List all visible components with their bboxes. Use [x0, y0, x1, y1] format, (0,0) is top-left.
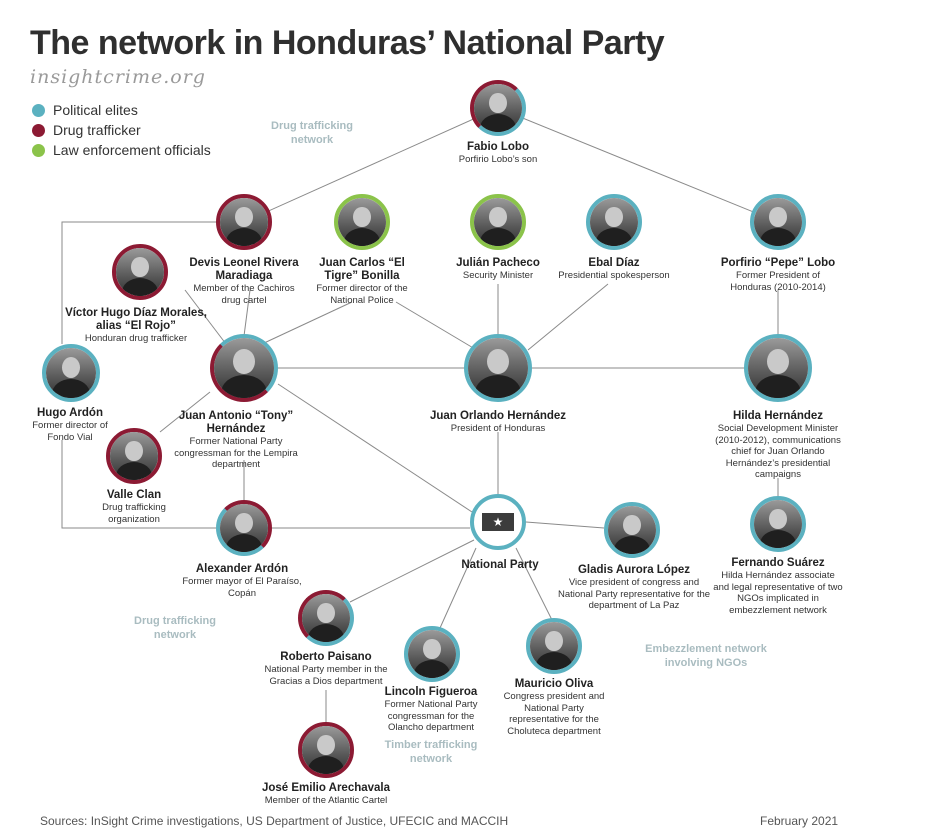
legend-label: Political elites: [53, 102, 138, 118]
label-pepe-lobo: [718, 257, 838, 293]
avatar-gladis-lopez[interactable]: [604, 502, 660, 558]
avatar-devis-rivera[interactable]: [216, 194, 272, 250]
label-valle-clan: [79, 489, 189, 525]
label-lincoln-figueroa: [379, 686, 483, 734]
role: Porfirio Lobo’s son: [458, 154, 538, 165]
name: Hilda Hernández: [732, 410, 824, 422]
role: Congress president and National Party representative for the Choluteca department: [503, 691, 605, 737]
name: Ebal Díaz: [588, 257, 640, 269]
role: Hilda Hernández associate and legal representative of two NGOs implicated in embezzlement network: [713, 570, 843, 616]
label-bonilla: [303, 257, 421, 306]
role: Security Minister: [462, 270, 534, 281]
honduras-flag-icon: ★: [482, 513, 514, 531]
name: Juan Antonio “Tony” Hernández: [178, 410, 294, 435]
avatar-hilda-hernandez[interactable]: [744, 334, 812, 402]
name: Hugo Ardón: [36, 407, 103, 419]
avatar-ebal-diaz[interactable]: [586, 194, 642, 250]
label-victor-diaz: [61, 307, 211, 345]
edge-bonilla-tony: [262, 302, 352, 344]
avatar-pepe-lobo[interactable]: [750, 194, 806, 250]
name: Gladis Aurora López: [577, 564, 691, 576]
role: Presidential spokesperson: [558, 270, 670, 281]
name: Alexander Ardón: [195, 563, 289, 575]
label-alexander-ardon: [182, 563, 302, 599]
label-mauricio-oliva: [494, 678, 614, 737]
name: José Emilio Arechavala: [261, 782, 391, 794]
name: Roberto Paisano: [280, 651, 372, 663]
label-national-party: [455, 559, 545, 572]
legend-label: Law enforcement officials: [53, 142, 211, 158]
label-ebal-diaz: [549, 257, 679, 282]
network-label-embezzlement: Embezzlement network involving NGOs: [645, 643, 767, 669]
name: Julián Pacheco: [456, 257, 540, 269]
label-jose-arechavala: [251, 782, 401, 807]
name: Devis Leonel Rivera Maradiaga: [189, 257, 299, 282]
avatar-mauricio-oliva[interactable]: [526, 618, 582, 674]
network-label-timber: Timber trafficking network: [384, 739, 478, 765]
role: Member of the Atlantic Cartel: [264, 795, 388, 806]
name: Fabio Lobo: [467, 141, 529, 153]
avatar-alexander-ardon[interactable]: [216, 500, 272, 556]
avatar-fernando-suarez[interactable]: [750, 496, 806, 552]
role: Member of the Cachiros drug cartel: [193, 283, 295, 306]
name: Juan Carlos “El Tigre” Bonilla: [319, 257, 405, 282]
role: Vice president of congress and National Party representative for the department of La Paz: [557, 577, 711, 611]
role: Drug trafficking organization: [102, 502, 166, 525]
network-label-drug-bottom: Drug trafficking network: [134, 615, 216, 641]
role: Former National Party congressman for the Olancho department: [384, 699, 478, 733]
label-juan-orlando-hernandez: [413, 410, 583, 435]
avatar-lincoln-figueroa[interactable]: [404, 626, 460, 682]
site-url[interactable]: insightcrime.org: [30, 66, 206, 88]
label-pacheco: [438, 257, 558, 282]
role: Former mayor of El Paraíso, Copán: [182, 576, 302, 599]
label-gladis-lopez: [554, 564, 714, 612]
avatar-tony-hernandez[interactable]: [210, 334, 278, 402]
network-label-drug-top: Drug trafficking network: [271, 120, 353, 146]
name: Lincoln Figueroa: [384, 686, 478, 698]
edge-ebal-joh: [528, 284, 608, 350]
label-hugo-ardon: [30, 407, 110, 443]
name: Víctor Hugo Díaz Morales, alias “El Rojo”: [65, 307, 207, 332]
name: Valle Clan: [106, 489, 162, 501]
role: Former director of Fondo Vial: [32, 420, 108, 443]
role: President of Honduras: [450, 423, 546, 434]
label-tony-hernandez: [161, 410, 311, 471]
name: National Party: [461, 559, 539, 571]
avatar-juan-orlando-hernandez[interactable]: [464, 334, 532, 402]
avatar-hugo-ardon[interactable]: [42, 344, 100, 402]
role: Social Development Minister (2010-2012), communications chief for Juan Orlando Hernández’s presidential campaigns: [715, 423, 841, 480]
avatar-valle-clan[interactable]: [106, 428, 162, 484]
role: Former National Party congressman for the Lempira department: [174, 436, 298, 470]
national-party-node[interactable]: [470, 494, 526, 550]
role: Former director of the National Police: [316, 283, 408, 306]
avatar-roberto-paisano[interactable]: [298, 590, 354, 646]
role: Honduran drug trafficker: [84, 333, 188, 344]
avatar-jose-arechavala[interactable]: [298, 722, 354, 778]
avatar-bonilla[interactable]: [334, 194, 390, 250]
page-title: The network in Honduras’ National Party: [30, 24, 665, 62]
legend-label: Drug trafficker: [53, 122, 141, 138]
label-fernando-suarez: [713, 557, 843, 616]
role: National Party member in the Gracias a Dios department: [264, 664, 388, 687]
sources-footer: Sources: InSight Crime investigations, US Department of Justice, UFECIC and MACCIH: [40, 814, 509, 828]
avatar-victor-diaz[interactable]: [112, 244, 168, 300]
avatar-pacheco[interactable]: [470, 194, 526, 250]
label-hilda-hernandez: [713, 410, 843, 481]
name: Porfirio “Pepe” Lobo: [720, 257, 836, 269]
edge-party-gladis: [526, 522, 604, 528]
name: Juan Orlando Hernández: [429, 410, 567, 422]
date-footer: February 2021: [760, 814, 839, 828]
label-fabio-lobo: [423, 141, 573, 166]
label-roberto-paisano: [256, 651, 396, 687]
name: Fernando Suárez: [731, 557, 825, 569]
avatar-fabio-lobo[interactable]: [470, 80, 526, 136]
label-devis-rivera: [184, 257, 304, 306]
role: Former President of Honduras (2010-2014): [730, 270, 826, 293]
name: Mauricio Oliva: [514, 678, 594, 690]
